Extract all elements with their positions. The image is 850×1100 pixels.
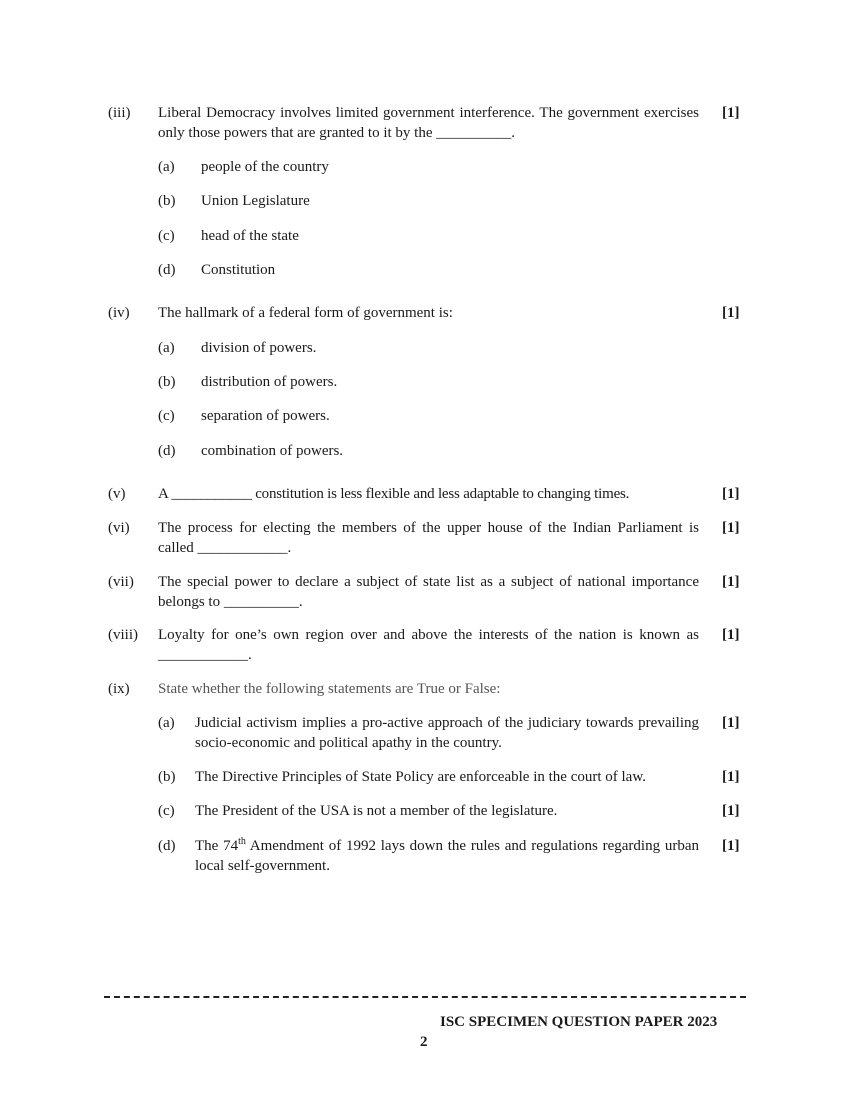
question-number: (iii): [108, 105, 131, 121]
option-label: (b): [158, 193, 176, 209]
option-label: (d): [158, 262, 176, 278]
question-text: A ___________ constitution is less flexible and less adaptable to changing times.: [158, 486, 630, 502]
statement-text: The Directive Principles of State Policy are enforceable in the court of law.: [195, 769, 646, 785]
option-label: (a): [158, 340, 175, 356]
question-text: Loyalty for one’s own region over and above the interests of the nation is known as ____________.: [158, 627, 699, 663]
option-text: head of the state: [201, 228, 299, 244]
marks: [1]: [722, 803, 740, 819]
statement-text: [195, 836, 699, 876]
option-label: (a): [158, 159, 175, 175]
footer-divider: [104, 996, 746, 998]
option-label: (c): [158, 408, 175, 424]
question-number: (vi): [108, 520, 130, 536]
footer-title: ISC SPECIMEN QUESTION PAPER 2023: [440, 1014, 718, 1030]
marks: [1]: [722, 627, 740, 643]
marks: [1]: [722, 520, 740, 536]
option-text: distribution of powers.: [201, 374, 338, 390]
question-text: The hallmark of a federal form of government is:: [158, 305, 453, 321]
marks: [1]: [722, 105, 740, 121]
page-number: 2: [420, 1034, 428, 1050]
statement-text-start: The 74: [195, 838, 239, 854]
question-number: (v): [108, 486, 126, 502]
statement-text: The President of the USA is not a member of the legislature.: [195, 803, 558, 819]
marks: [1]: [722, 305, 740, 321]
marks: [1]: [722, 486, 740, 502]
statement-text-end: Amendment of 1992 lays down the rules and regulations regarding urban local self-government.: [195, 838, 699, 874]
marks: [1]: [722, 838, 740, 854]
option-text: people of the country: [201, 159, 329, 175]
question-text: The special power to declare a subject of state list as a subject of national importance belongs to __________.: [158, 574, 699, 610]
question-number: (viii): [108, 627, 138, 643]
statement-label: (c): [158, 803, 175, 819]
option-text: Union Legislature: [201, 193, 310, 209]
question-text: The process for electing the members of the upper house of the Indian Parliament is called ____________.: [158, 520, 699, 556]
option-label: (c): [158, 228, 175, 244]
option-label: (d): [158, 443, 176, 459]
question-text: Liberal Democracy involves limited government interference. The government exercises only those powers that are granted to it by the __________.: [158, 105, 699, 141]
marks: [1]: [722, 769, 740, 785]
option-text: division of powers.: [201, 340, 317, 356]
question-number: (vii): [108, 574, 134, 590]
question-number: (ix): [108, 681, 130, 697]
option-text: separation of powers.: [201, 408, 330, 424]
option-text: combination of powers.: [201, 443, 344, 459]
statement-label: (d): [158, 838, 176, 854]
marks: [1]: [722, 715, 740, 731]
statement-label: (a): [158, 715, 175, 731]
marks: [1]: [722, 574, 740, 590]
option-label: (b): [158, 374, 176, 390]
statement-label: (b): [158, 769, 176, 785]
statement-text: Judicial activism implies a pro-active approach of the judiciary towards prevailing socio-economic and political apathy in the country.: [195, 715, 699, 751]
question-number: (iv): [108, 305, 130, 321]
question-text: State whether the following statements are True or False:: [158, 681, 501, 697]
superscript: th: [238, 836, 246, 847]
option-text: Constitution: [201, 262, 276, 278]
